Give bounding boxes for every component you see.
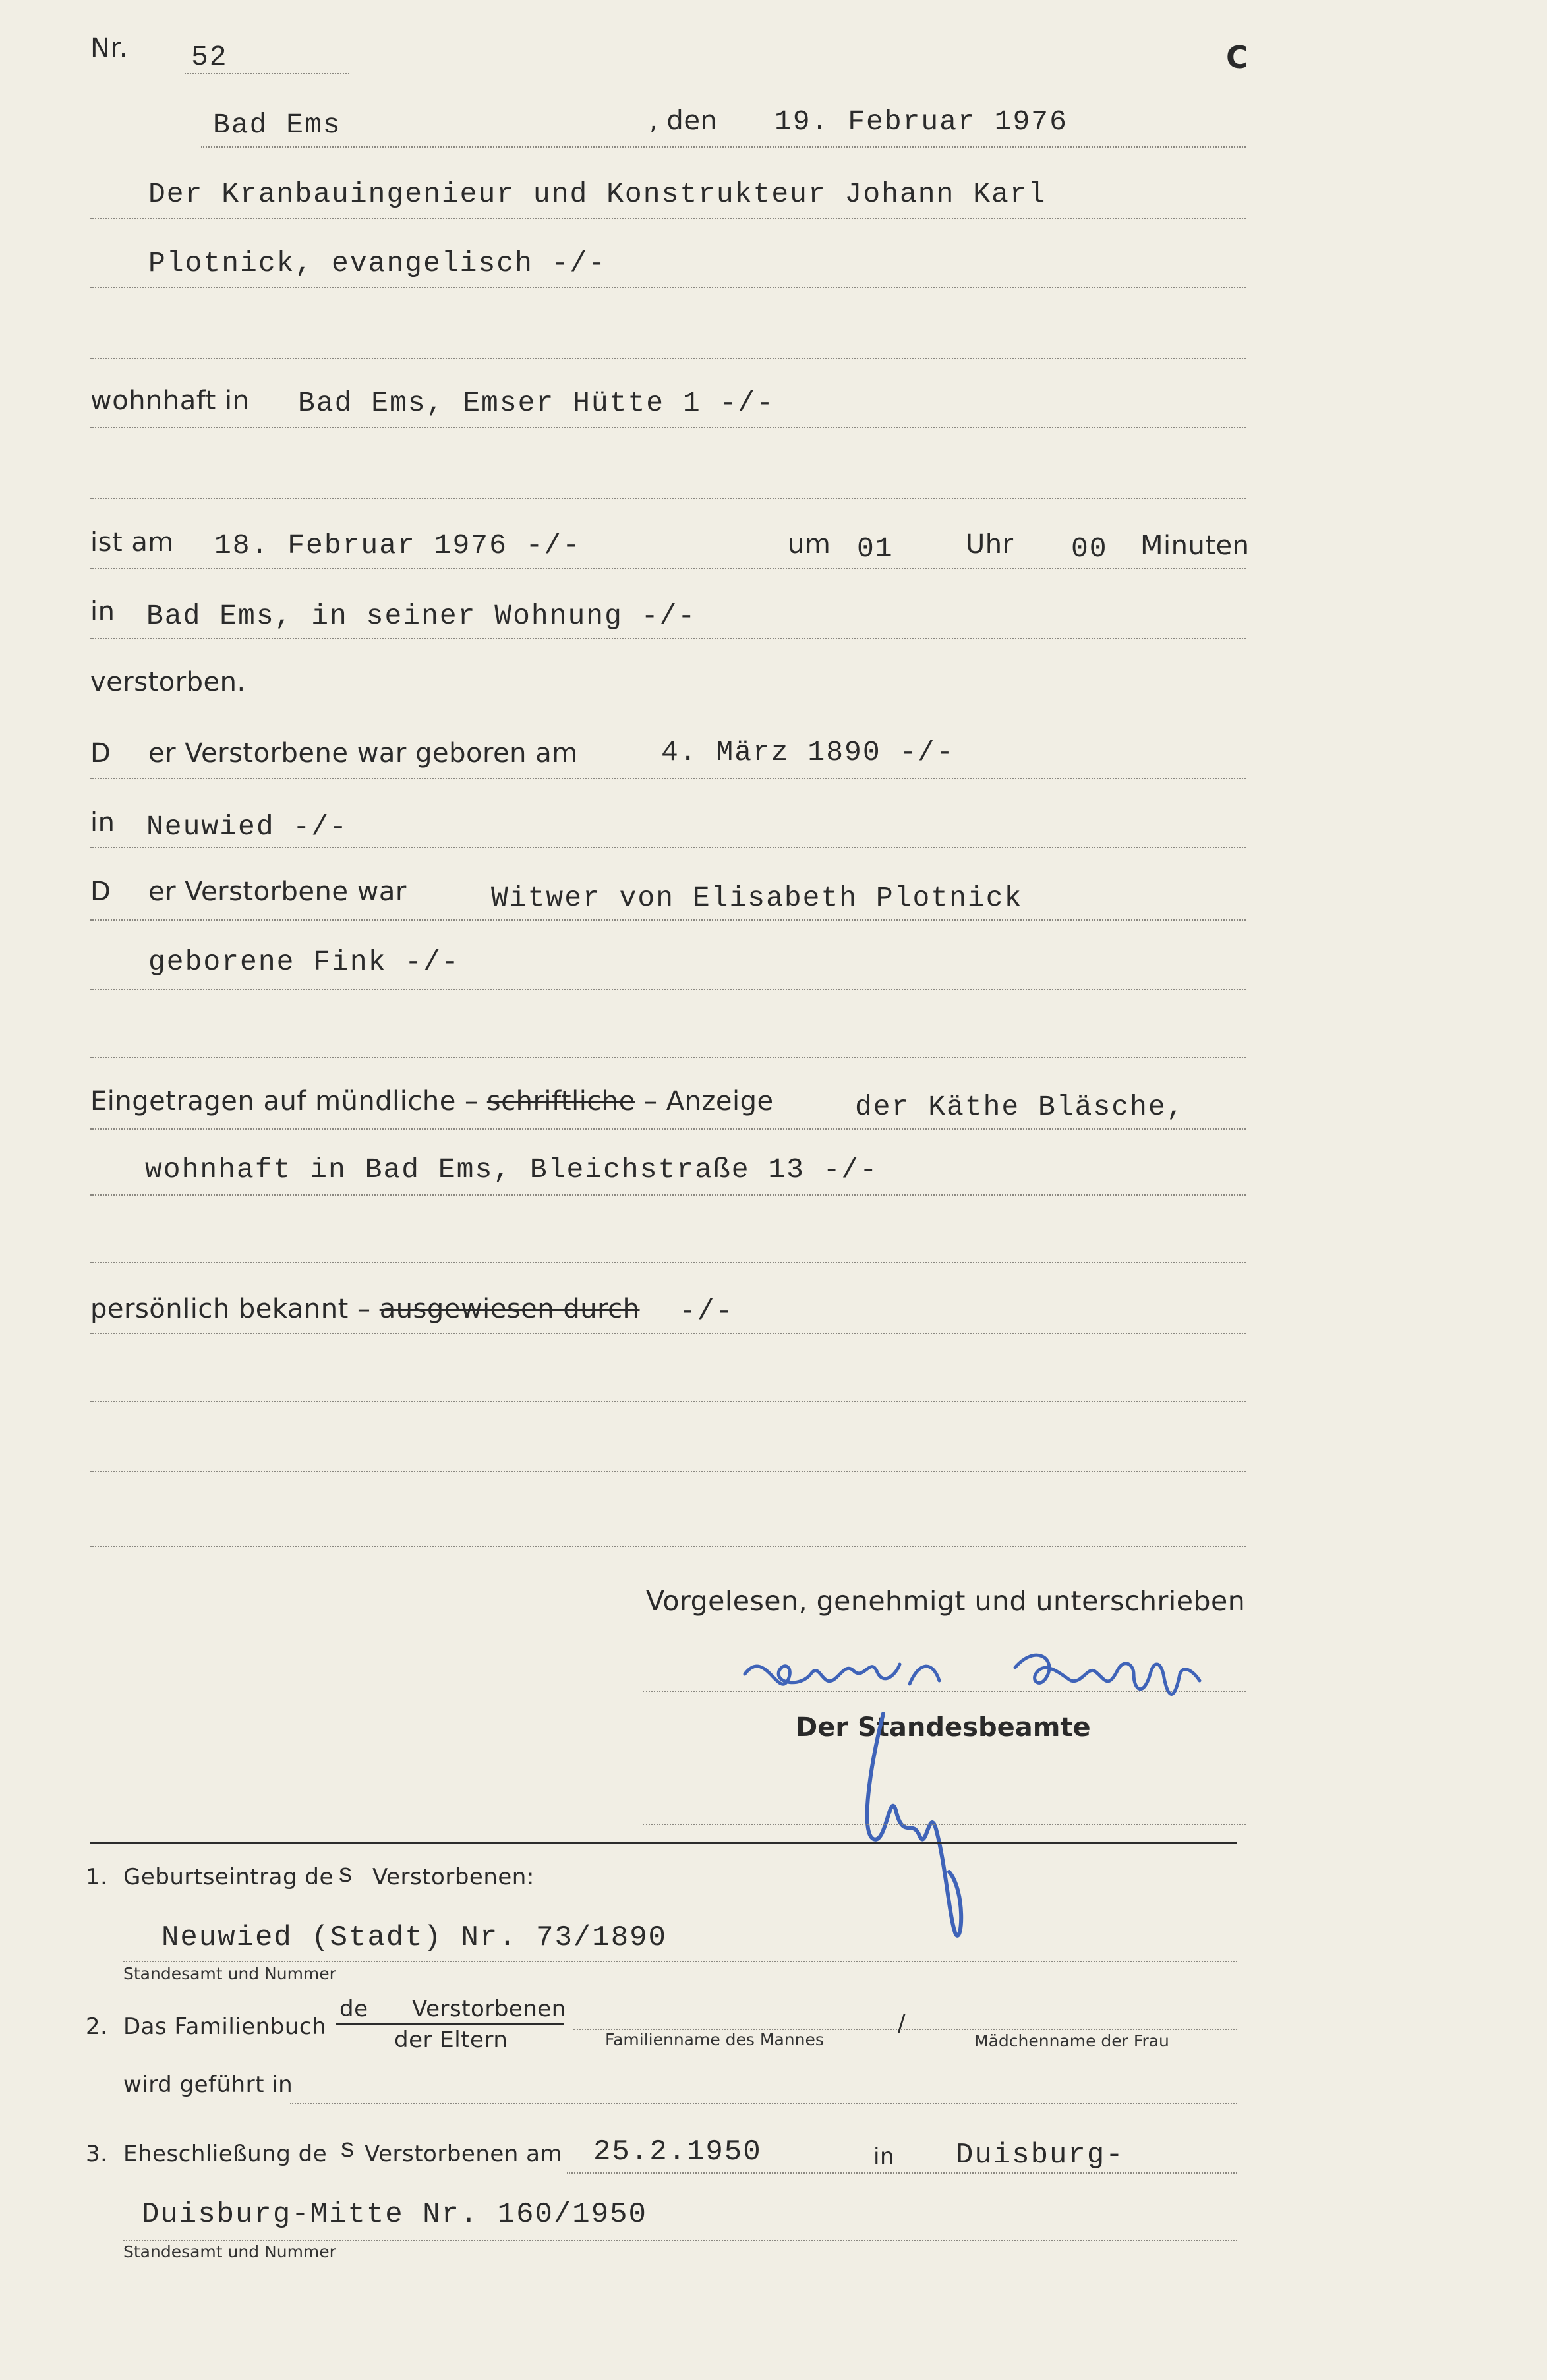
minuten-label: Minuten [1140, 531, 1250, 561]
person-line-2-rule [90, 287, 1246, 288]
blank-rule-7 [90, 1546, 1246, 1547]
nr-underline [185, 73, 349, 74]
header-line [201, 146, 1246, 148]
item1-value: Neuwied (Stadt) Nr. 73/1890 [161, 1921, 667, 1954]
den-label: , den [649, 105, 718, 136]
signature-2 [850, 1707, 1002, 1944]
item1-label-2: Verstorbenen: [372, 1864, 535, 1890]
entry-rule-1 [90, 1128, 1246, 1130]
item3-typed-s: s [339, 2135, 357, 2165]
nr-label: Nr. [90, 33, 128, 63]
death-date: 18. Februar 1976 -/- [214, 529, 581, 562]
item2-verstorbenen: Verstorbenen [412, 1996, 566, 2022]
item3-date: 25.2.1950 [593, 2135, 762, 2168]
marital-label: er Verstorbene war [148, 877, 407, 907]
item3-rule [567, 2172, 1237, 2174]
birth-place-label: in [90, 807, 115, 838]
blank-rule-5 [90, 1401, 1246, 1402]
item1-rule [123, 1961, 1237, 1962]
item3-number: 3. [86, 2141, 108, 2167]
marital-rule-2 [90, 989, 1246, 990]
identity-label-struck: ausgewiesen durch [379, 1294, 640, 1324]
identity-rule [90, 1333, 1246, 1334]
item1-number: 1. [86, 1864, 108, 1890]
item3-value: Duisburg-Mitte Nr. 160/1950 [142, 2198, 647, 2231]
residence-value: Bad Ems, Emser Hütte 1 -/- [298, 387, 774, 419]
item1-typed-s: s [337, 1861, 355, 1890]
um-label: um [788, 529, 831, 560]
birth-date-rule [90, 778, 1246, 779]
item2-eltern: der Eltern [394, 2027, 508, 2053]
entry-value-1: der Käthe Bläsche, [855, 1091, 1185, 1123]
item2-gefuehrt: wird geführt in [123, 2072, 293, 2098]
marital-value-2: geborene Fink -/- [148, 946, 460, 978]
person-line-1-rule [90, 218, 1246, 219]
item2-number: 2. [86, 2014, 108, 2040]
identity-label [90, 1294, 640, 1324]
death-place: Bad Ems, in seiner Wohnung -/- [146, 600, 697, 632]
verstorben-label: verstorben. [90, 667, 246, 697]
blank-rule-4 [90, 1262, 1246, 1263]
uhr-label: Uhr [966, 529, 1014, 560]
death-date-label: ist am [90, 527, 174, 558]
entry-label-a: Eingetragen auf mündliche – [90, 1086, 479, 1117]
entry-rule-2 [90, 1194, 1246, 1196]
item3-in: in [873, 2143, 894, 2170]
entry-label-struck: schriftliche [486, 1086, 635, 1117]
item2-label: Das Familienbuch [123, 2014, 327, 2040]
blank-rule-3 [90, 1057, 1246, 1058]
signature-rule-2 [643, 1824, 1246, 1825]
birth-place-rule [90, 847, 1246, 848]
item2-husband-caption: Familienname des Mannes [605, 2030, 824, 2049]
registrar-caption: Der Standesbeamte [796, 1712, 1091, 1743]
birth-label: er Verstorbene war geboren am [148, 738, 578, 769]
item3-label: Eheschließung de [123, 2141, 328, 2167]
person-line-1: Der Kranbauingenieur und Konstrukteur Johann Karl [148, 178, 1047, 210]
death-hour: 01 [857, 533, 894, 565]
item1-label: Geburtseintrag de [123, 1864, 334, 1890]
marital-rule-1 [90, 919, 1246, 921]
residence-rule [90, 427, 1246, 428]
residence-label: wohnhaft in [90, 386, 250, 416]
item3-value-rule [123, 2240, 1237, 2241]
item2-de: de [339, 1996, 368, 2022]
death-place-rule [90, 638, 1246, 639]
entry-label [90, 1086, 774, 1117]
item2-wife-caption: Mädchenname der Frau [974, 2031, 1169, 2050]
person-line-2: Plotnick, evangelisch -/- [148, 247, 607, 279]
death-date-rule [90, 568, 1246, 569]
birth-place: Neuwied -/- [146, 811, 348, 843]
blank-rule-2 [90, 498, 1246, 499]
certificate-date: 19. Februar 1976 [774, 105, 1068, 138]
identity-label-a: persönlich bekannt – [90, 1294, 371, 1324]
place: Bad Ems [213, 109, 341, 141]
item2-gefuehrt-rule [290, 2103, 1237, 2104]
death-place-label: in [90, 596, 115, 627]
item3-place: Duisburg- [956, 2139, 1124, 2172]
corner-letter: C [1226, 40, 1248, 75]
blank-rule-1 [90, 358, 1246, 359]
death-minutes: 00 [1071, 533, 1108, 565]
item2-fraction-bar [336, 2023, 564, 2025]
blank-rule-6 [90, 1471, 1246, 1472]
marital-value-1: Witwer von Elisabeth Plotnick [491, 882, 1023, 914]
identity-value: -/- [679, 1295, 734, 1327]
birth-d-label: D [90, 738, 111, 769]
entry-value-2: wohnhaft in Bad Ems, Bleichstraße 13 -/- [145, 1153, 879, 1186]
read-approved-label: Vorgelesen, genehmigt und unterschrieben [646, 1585, 1246, 1617]
birth-date: 4. März 1890 -/- [661, 736, 954, 769]
item3-label-2: Verstorbenen am [365, 2141, 563, 2167]
nr-value: 52 [191, 41, 228, 73]
item1-caption: Standesamt und Nummer [123, 1964, 336, 1983]
footer-separator [90, 1842, 1237, 1844]
item2-slash: / [898, 2010, 906, 2037]
item3-caption: Standesamt und Nummer [123, 2242, 336, 2261]
marital-d-label: D [90, 877, 111, 907]
entry-label-b: – Anzeige [643, 1086, 774, 1117]
